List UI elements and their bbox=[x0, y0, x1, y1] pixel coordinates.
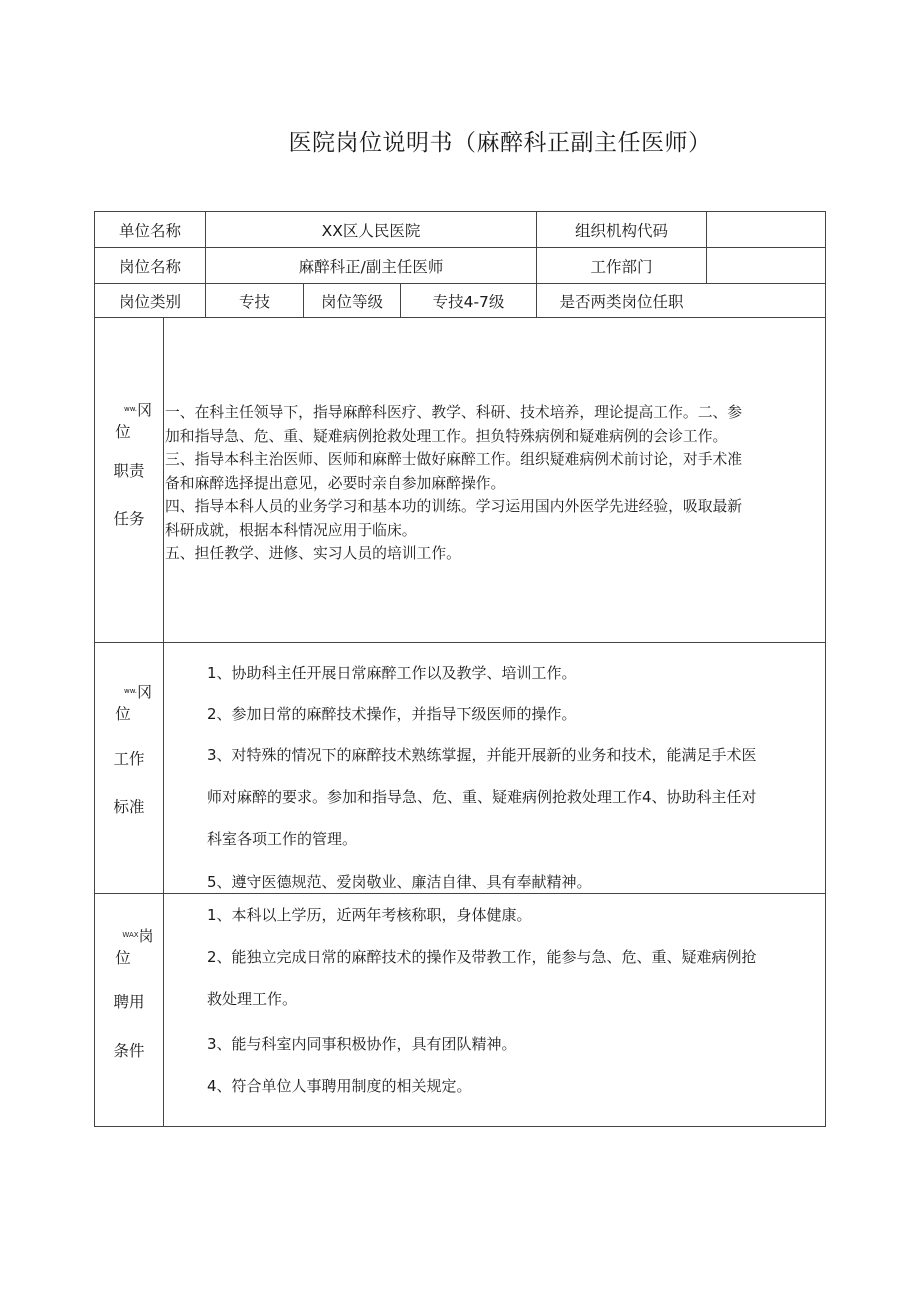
standard-line: 5、遵守医德规范、爱岗敬业、廉洁自律、具有奉献精神。 bbox=[207, 873, 592, 891]
condition-line: 2、能独立完成日常的麻醉技术的操作及带教工作，能参与急、危、重、疑难病例抢 bbox=[207, 948, 757, 966]
duties-text bbox=[165, 401, 825, 566]
conditions-label: $^{WAX}$岗 位 聘用 条件 bbox=[113, 927, 154, 1060]
post-grade-label: 岗位等级 bbox=[320, 292, 383, 311]
duty-line: 五、担任教学、进修、实习人员的培训工作。 bbox=[165, 545, 461, 562]
unit-name-value: XX区人民医院 bbox=[321, 221, 421, 240]
col-divider bbox=[163, 317, 164, 1127]
post-grade-value: 专技4-7级 bbox=[432, 292, 505, 311]
standard-line: 1、协助科主任开展日常麻醉工作以及教学、培训工作。 bbox=[207, 664, 577, 682]
standard-line: 科室各项工作的管理。 bbox=[207, 830, 358, 848]
standard-line: 师对麻醉的要求。参加和指导急、危、重、疑难病例抢救处理工作4、协助科主任对 bbox=[207, 788, 757, 806]
post-name-label: 岗位名称 bbox=[118, 257, 181, 276]
duty-line: 四、指导本科人员的业务学习和基本功的训练。学习运用国内外医学先进经验，吸取最新 bbox=[165, 498, 743, 515]
condition-line: 1、本科以上学历，近两年考核称职，身体健康。 bbox=[207, 906, 532, 924]
standard-line: 3、对特殊的情况下的麻醉技术熟练掌握，并能开展新的业务和技术，能满足手术医 bbox=[207, 746, 757, 764]
org-code-value bbox=[707, 212, 825, 247]
post-name-value: 麻醉科正/副主任医师 bbox=[298, 257, 444, 276]
post-category-value: 专技 bbox=[238, 292, 270, 311]
conditions-text bbox=[207, 893, 825, 1127]
standards-text bbox=[207, 642, 825, 893]
condition-line: 3、能与科室内同事积极协作，具有团队精神。 bbox=[207, 1035, 517, 1053]
duty-line: 一、在科主任领导下，指导麻醉科医疗、教学、科研、技术培养，理论提高工作。二、参 bbox=[165, 404, 743, 421]
standard-line: 2、参加日常的麻醉技术操作，并指导下级医师的操作。 bbox=[207, 705, 577, 723]
condition-line: 救处理工作。 bbox=[207, 990, 298, 1008]
post-category-label: 岗位类别 bbox=[118, 292, 181, 311]
department-value bbox=[707, 248, 825, 283]
org-code-label: 组织机构代码 bbox=[574, 221, 668, 240]
unit-name-label: 单位名称 bbox=[118, 221, 181, 240]
dual-post-label: 是否两类岗位任职 bbox=[559, 292, 684, 311]
condition-line: 4、符合单位人事聘用制度的相关规定。 bbox=[207, 1077, 472, 1095]
page-title: 医院岗位说明书（麻醉科正副主任医师） bbox=[288, 130, 712, 156]
department-label: 工作部门 bbox=[590, 257, 653, 276]
duty-line: 备和麻醉选择提出意见，必要时亲自参加麻醉操作。 bbox=[165, 474, 506, 492]
standards-label: $^{ww.}$冈 位 工作 标准 bbox=[113, 683, 153, 816]
row-divider bbox=[95, 317, 825, 318]
duty-line: 加和指导急、危、重、疑难病例抢救处理工作。担负特殊病例和疑难病例的会诊工作。 bbox=[165, 427, 728, 445]
dual-post-value bbox=[707, 284, 825, 317]
duty-line: 科研成就，根据本科情况应用于临床。 bbox=[165, 521, 417, 539]
job-description-table bbox=[94, 211, 826, 1127]
duties-label: $^{ww.}$冈 位 职责 任务 bbox=[113, 401, 153, 528]
duty-line: 三、指导本科主治医师、医师和麻醉士做好麻醉工作。组织疑难病例术前讨论，对手术准 bbox=[165, 451, 743, 468]
